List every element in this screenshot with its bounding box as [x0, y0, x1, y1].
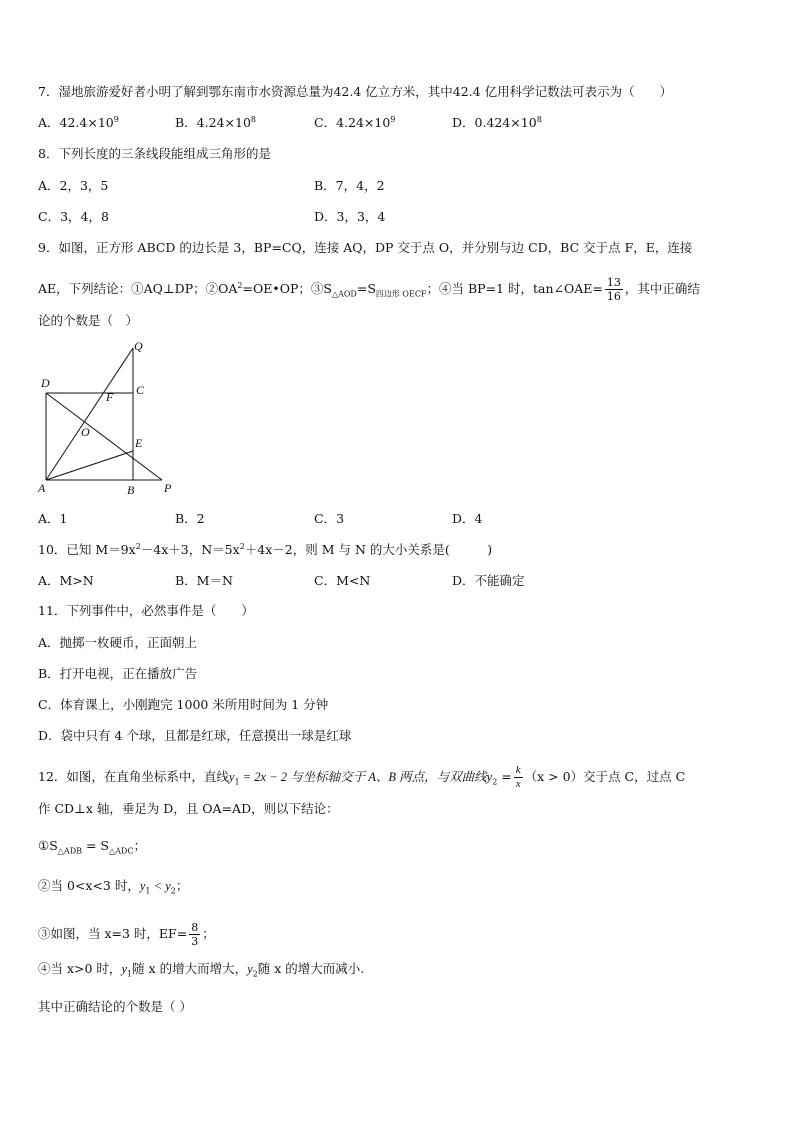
q12-ef-fraction: $\frac{8}{3}$: [191, 921, 199, 948]
q12-stem-line1: 12．如图，在直角坐标系中，直线$y_1 = 2x - 2$ 与坐标轴交于 A、B 两点，与双曲线$y_2$ = $\frac{k}{x}$ （x > 0）交于点 C，过点 C: [38, 764, 686, 790]
q9-option-b: B．2: [175, 511, 205, 526]
q10-stem: 10．已知 $M=9x^2-4x+3$，$N=5x^2+4x-2$，则 M 与 N 的大小关系是( ): [38, 541, 493, 557]
q7-option-c: C．$4.24\times 10^9$: [314, 114, 396, 130]
q12-final-question: 其中正确结论的个数是（ ）: [38, 999, 192, 1014]
q12-k-over-x: $\frac{k}{x}$: [515, 764, 521, 790]
label-p: P: [164, 481, 172, 495]
q9-square-figure: [30, 336, 190, 500]
segment-aq: [46, 348, 133, 480]
q12-conclusion-4: ④当 x>0 时，$y_1$随 x 的增大而增大，$y_2$随 x 的增大而减小.: [38, 961, 365, 979]
label-c: C: [136, 383, 145, 397]
q11-stem: 11．下列事件中，必然事件是（ ）: [38, 603, 254, 618]
q9-stem-line2: AE，下列结论：①AQ⊥DP；$②OA^2=OE•OP$；$③S_{\triangle AOD}=S_{四边形 OECF}$；④当 BP=1 时，tan∠OAE= $\frac{13}{16}$ ，其中正确结: [38, 276, 700, 303]
q9-fraction: $\frac{13}{16}$: [606, 276, 621, 303]
q8-option-c: C．3，4，8: [38, 209, 109, 224]
q8-option-a: A．2，3，5: [38, 178, 109, 193]
q8-stem: 8．下列长度的三条线段能组成三角形的是: [38, 146, 271, 161]
q10-option-c: C．M<N: [314, 573, 371, 588]
label-b: B: [127, 483, 135, 497]
q10-option-a: A．M>N: [38, 573, 94, 588]
q9-option-d: D．4: [452, 511, 483, 526]
q12-stem-line2: 作 CD⊥x 轴，垂足为 D，且 OA=AD，则以下结论：: [38, 801, 339, 816]
q7-option-d: D．$0.424\times 10^8$: [452, 114, 542, 130]
q11-option-c: C．体育课上，小刚跑完 1000 米所用时间为 1 分钟: [38, 697, 329, 712]
label-o: O: [81, 425, 90, 439]
label-a: A: [38, 481, 46, 495]
q7-stem: 7．湿地旅游爱好者小明了解到鄂东南市水资源总量为42.4 亿立方米，其中42.4 亿用科学记数法可表示为（ ）: [38, 84, 673, 99]
q9-stem-line1: 9．如图，正方形 ABCD 的边长是 3，BP=CQ，连接 AQ，DP 交于点 O，并分别与边 CD，BC 交于点 F，E，连接: [38, 240, 693, 255]
q11-option-d: D．袋中只有 4 个球，且都是红球，任意摸出一球是红球: [38, 728, 352, 743]
label-e: E: [135, 436, 143, 450]
q9-option-a: A．1: [38, 511, 68, 526]
label-f: F: [106, 390, 114, 404]
q12-conclusion-3: ③如图，当 x=3 时，EF= $\frac{8}{3}$ ；: [38, 921, 215, 948]
q9-stem-line3: 论的个数是（ ）: [38, 313, 139, 328]
q10-option-d: D．不能确定: [452, 573, 525, 588]
segment-ae: [46, 451, 133, 480]
q9-option-c: C．3: [314, 511, 345, 526]
segment-dp: [46, 393, 162, 480]
label-d: D: [41, 376, 50, 390]
q12-conclusion-1: $①S_{\triangle ADB} = S_{\triangle ADC}$；: [38, 838, 146, 856]
label-q: Q: [134, 339, 143, 353]
q8-option-b: B．7，4，2: [314, 178, 385, 193]
q8-option-d: D．3，3，4: [314, 209, 386, 224]
q10-option-b: B．M＝N: [175, 573, 233, 588]
q7-option-a: A．$42.4\times 10^9$: [38, 114, 119, 130]
q12-conclusion-2: ②当 0<x<3 时，$y_1 < y_2$；: [38, 878, 189, 896]
q11-option-a: A．抛掷一枚硬币，正面朝上: [38, 635, 198, 650]
q11-option-b: B．打开电视，正在播放广告: [38, 666, 198, 681]
q7-option-b: B．$4.24\times 10^8$: [175, 114, 256, 130]
